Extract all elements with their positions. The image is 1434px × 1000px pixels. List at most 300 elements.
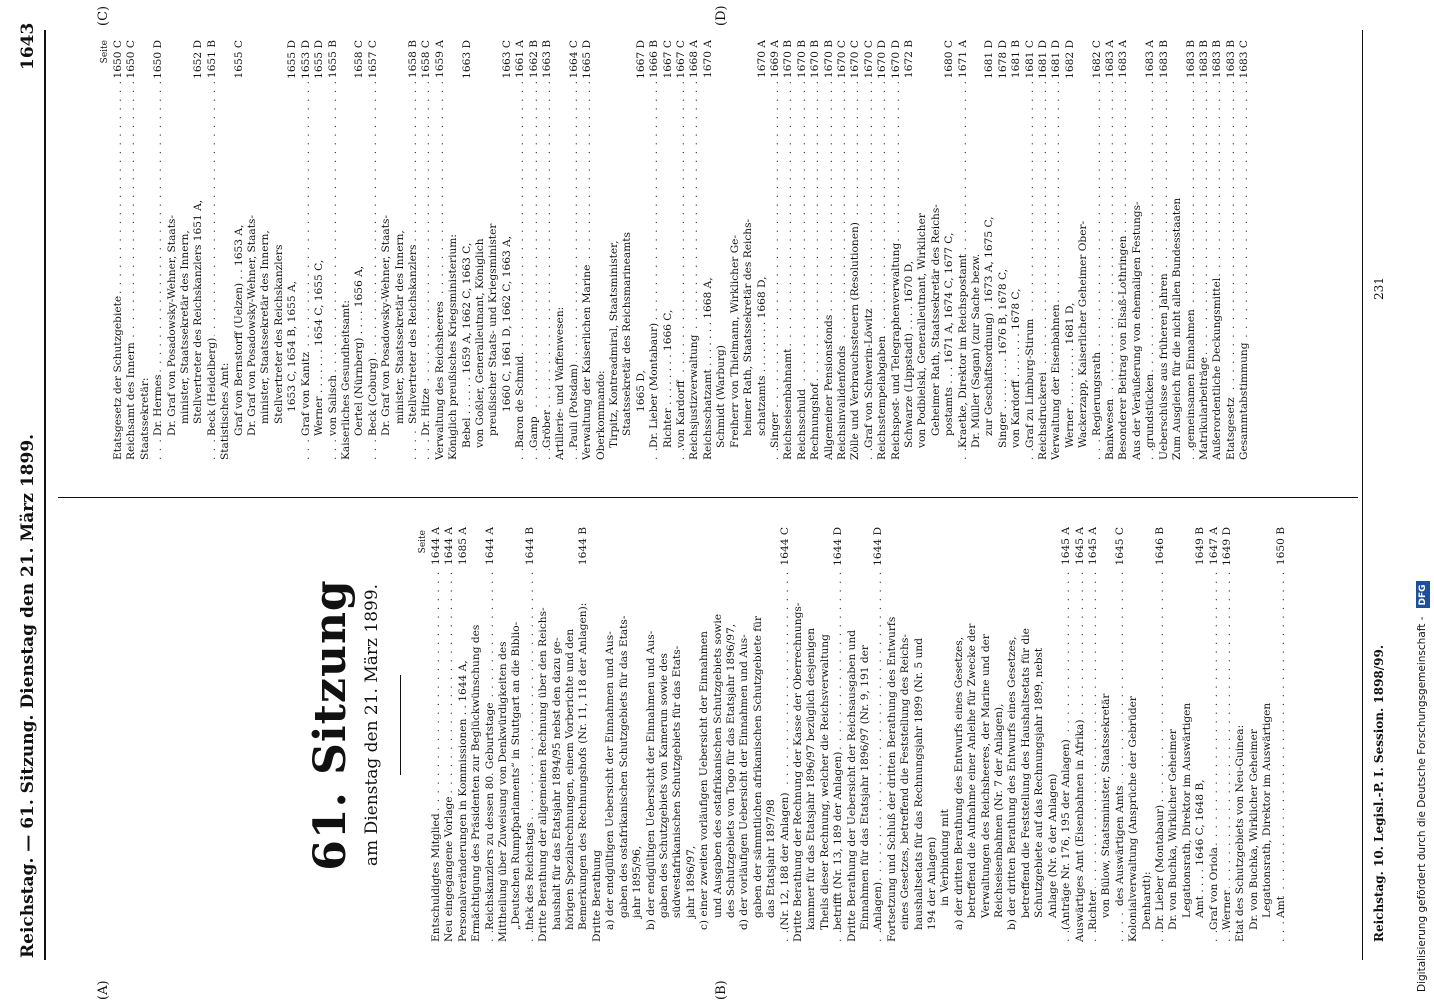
- right-entry-page-ref: 1658 C: [353, 40, 366, 79]
- right-entry: [1010, 40, 1023, 460]
- right-entry-text: Reichseisenbahnamt: [782, 348, 795, 460]
- left-entry-text: c) einer zweiten vorläufigen Uebersicht der Einnahmen: [698, 631, 711, 930]
- left-entry-text: jahr 1896/97,: [684, 845, 697, 918]
- left-entry: [457, 527, 470, 942]
- right-entry: [983, 40, 996, 460]
- right-entry-text: minister, Staatssekretär des Innern,: [259, 230, 272, 424]
- left-entry: [1060, 527, 1073, 942]
- left-entry-text: Dritte Berathung der allgemeinen Rechnung über den Reichs-: [537, 607, 550, 942]
- right-entry-page-ref: 1663 B: [541, 40, 553, 79]
- right-entry-text: Regierungsrath: [1090, 351, 1103, 436]
- left-entry: [712, 527, 725, 942]
- right-entry: [568, 40, 581, 460]
- right-entry-text: Dr. Graf von Posadowsky-Wehner, Staats-: [246, 215, 259, 436]
- margin-mark-b: (B): [714, 980, 729, 1000]
- right-entry: [206, 40, 219, 460]
- right-entry: [876, 40, 889, 460]
- left-entry-text: Reichskanzlers zu dessen 80. Geburtstage: [483, 702, 496, 930]
- sheet-number: 231: [1372, 277, 1386, 300]
- left-entry: [1167, 527, 1180, 942]
- left-entry-text: Ermächtigung des Präsidenten zur Beglückwünschung des: [470, 624, 483, 942]
- right-entry: [514, 40, 527, 460]
- left-entry-text: b) der endgültigen Uebersicht der Einnahmen und Aus-: [644, 630, 657, 930]
- right-entry-text: Verwaltung der Kaiserlichen Marine: [581, 264, 594, 460]
- dfg-logo: DFG: [1416, 581, 1430, 608]
- right-entry-text: Oberkommando:: [594, 370, 607, 460]
- right-entry: [1225, 40, 1238, 460]
- right-entry-page-ref: 1659 A: [433, 40, 446, 78]
- right-entry-text: Singer . . . . . . . . 1676 B, 1678 C,: [996, 268, 1009, 448]
- right-entry-text: minister, Staatssekretär des Innern,: [393, 230, 406, 424]
- left-entry: [510, 527, 523, 942]
- left-entry-page-ref: 1650 B: [1274, 527, 1287, 566]
- right-entry-page-ref: 1664 C: [567, 40, 580, 79]
- left-entry-text: gaben des Schutzgebiets von Kamerun sowie des: [657, 653, 670, 918]
- left-entry-text: Verwaltungen des Reichsheeres, der Marine und der: [979, 634, 992, 918]
- left-entry-text: Legationsrath, Direktor im Auswärtigen: [1180, 702, 1193, 918]
- right-entry-page-ref: 1663 D: [460, 40, 473, 79]
- right-entry: [849, 40, 862, 460]
- right-entry-text: Reichspost- und Telegraphenverwaltung: [889, 242, 902, 460]
- left-entry: [752, 527, 765, 942]
- right-entry-page-ref: 1650 D: [152, 40, 165, 79]
- left-entry: [1100, 527, 1113, 942]
- right-entry-text: zur Geschäftsordnung) . 1673 A, 1675 C,: [983, 216, 996, 436]
- left-entry-text: Anlage (Nr. 6 der Anlagen): [1046, 773, 1059, 918]
- right-entry-text: von Kardorff: [675, 380, 688, 448]
- left-entry-text: Dr. Lieber (Montabaur): [1153, 804, 1166, 930]
- left-entry: [779, 527, 792, 942]
- column-divider: [58, 497, 1358, 498]
- right-entry-page-ref: 1683 A: [1104, 40, 1117, 78]
- right-entry: [313, 40, 326, 460]
- right-entry-text: Staatssekretär des Reichsmarineamts: [621, 232, 634, 436]
- left-entry-text: das Etatsjahr 1897/98: [765, 799, 778, 918]
- left-entry: [1127, 527, 1140, 942]
- right-entry-text: Werner . . . . . . . 1654 C, 1655 C,: [313, 259, 326, 436]
- right-entry-text: Etatsgesetz: [1224, 397, 1237, 460]
- right-entry-page-ref: 1653 D: [299, 40, 312, 79]
- right-entry: [259, 40, 272, 460]
- right-entry-page-ref: 1670 C: [835, 40, 848, 79]
- left-entry: [899, 527, 912, 942]
- right-entry-page-ref: 1650 C: [125, 40, 138, 79]
- left-entry-text: Auswärtiges Amt (Eisenbahnen in Afrika): [1073, 719, 1086, 942]
- left-entry-text: Dritte Berathung: [590, 849, 603, 942]
- left-entry-text: und Ausgaben des ostafrikanischen Schutzgebiets sowie: [711, 613, 724, 918]
- right-entry: [340, 40, 353, 460]
- right-entry-text: Rechnungshof: [809, 383, 822, 460]
- right-entry-text: gemeinsamen Einnahmen: [1184, 309, 1197, 448]
- right-entry-page-ref: 1680 C: [943, 40, 956, 79]
- right-contents-column: [112, 40, 1252, 460]
- left-entry: [886, 527, 899, 942]
- right-entry: [528, 40, 541, 460]
- right-entry: [756, 40, 769, 460]
- right-entry: [487, 40, 500, 460]
- right-entry-page-ref: 1681 D: [1037, 40, 1050, 79]
- right-entry-text: Verwaltung des Reichsheeres: [433, 301, 446, 460]
- right-entry: [1238, 40, 1251, 460]
- left-entry-text: d) der vorläufigen Uebersicht der Einnahmen und Aus-: [738, 634, 751, 930]
- left-entry-text: betreffend die Feststellung des Haushaltsetats für die: [1019, 628, 1032, 918]
- right-entry: [501, 40, 514, 460]
- left-entry-text: des Schutzgebiets von Togo für das Etatsjahr 1896/97,: [724, 623, 737, 918]
- left-entry-text: Fortsetzung und Schluß der dritten Berathung des Entwurfs: [885, 616, 898, 942]
- right-entry-text: Freiherr von Thielmann, Wirklicher Ge-: [728, 234, 741, 448]
- left-entry-text: (Anträge Nr. 176, 195 der Anlagen): [1060, 739, 1073, 930]
- left-entry-text: Mittheilung über Zuweisung von Denkwürdigkeiten des: [497, 641, 510, 942]
- right-entry: [916, 40, 929, 460]
- left-entry-text: in Verbindung mit: [939, 809, 952, 906]
- left-entry: [1261, 527, 1274, 942]
- left-entry: [738, 527, 751, 942]
- right-entry-text: Kraetke, Direktor im Reichspostamt: [956, 253, 969, 448]
- left-entry-text: kammer für das Etatsjahr 1896/97 bezüglich desjenigen: [805, 627, 818, 930]
- right-entry-page-ref: 1655 C: [232, 40, 245, 79]
- left-entry: [1194, 527, 1207, 942]
- right-entry: [1198, 40, 1211, 460]
- left-entry-text: thek des Reichstags: [523, 822, 536, 930]
- left-entry-text: eines Gesetzes, betreffend die Feststellung des Reichs-: [899, 633, 912, 930]
- right-entry-page-ref: 1658 B: [406, 40, 419, 79]
- left-entry: [591, 527, 604, 942]
- right-entry: [1050, 40, 1063, 460]
- right-entry-page-ref: 1683 B: [1224, 40, 1237, 79]
- left-entry-text: gaben der sämmtlichen afrikanischen Schutzgebiete für: [751, 615, 764, 918]
- right-entry-text: von Salisch: [326, 374, 339, 436]
- right-entry: [863, 40, 876, 460]
- right-entry-page-ref: 1683 A: [1117, 40, 1130, 78]
- right-entry-page-ref: 1681 B: [1010, 40, 1023, 79]
- right-entry-page-ref: 1670 B: [782, 40, 795, 79]
- right-entry-text: von Kardorff . . . . . . . 1678 C,: [1010, 288, 1023, 448]
- right-entry-text: Staatssekretär:: [138, 377, 151, 460]
- right-entry: [675, 40, 688, 460]
- footer-session-info: Reichstag. 10. Legisl.-P. I. Session. 1898/99.: [1372, 644, 1386, 942]
- left-entry: [725, 527, 738, 942]
- right-entry-text: Dr. Graf von Posadowsky-Wehner, Staats-: [380, 215, 393, 436]
- right-entry-page-ref: 1671 A: [956, 40, 969, 78]
- left-entry: [1275, 527, 1288, 942]
- right-entry: [1104, 40, 1117, 460]
- right-entry: [420, 40, 433, 460]
- left-entry-text: „Deutschen Rumpfparlaments“ in Stuttgart an die Biblio-: [510, 621, 523, 930]
- right-entry: [407, 40, 420, 460]
- left-entry-text: Amt . . . . 1646 C, 1648 B,: [1194, 779, 1207, 918]
- right-entry-text: Gröber: [541, 409, 553, 448]
- left-entry: [1154, 527, 1167, 942]
- right-entry: [688, 40, 701, 460]
- left-entry: [926, 527, 939, 942]
- right-entry-text: Allgemeiner Pensionsfonds: [822, 314, 835, 460]
- right-entry: [233, 40, 246, 460]
- right-entry-text: Reichsdruckerei: [1037, 372, 1050, 460]
- right-entry-text: Dr. Hitze: [420, 388, 433, 436]
- left-entry: [859, 527, 872, 942]
- right-entry-page-ref: 1670 A: [701, 40, 714, 78]
- right-entry-text: schatzamts . . . . . . . . 1668 D,: [755, 276, 768, 436]
- left-entry-text: Theils dieser Rechnung, welcher die Reichsverwaltung: [818, 634, 831, 930]
- right-entry-text: Graf zu Limburg-Stirum: [1023, 318, 1036, 448]
- right-entry-text: Stellvertreter des Reichskanzlers: [272, 244, 285, 424]
- right-entry: [125, 40, 138, 460]
- right-entry-text: von Podbielski, Generalleutnant, Wirklicher: [916, 213, 929, 448]
- right-entry: [1158, 40, 1171, 460]
- right-entry-page-ref: 1666 B: [648, 40, 661, 79]
- right-entry-page-ref: 1650 C: [112, 40, 124, 79]
- right-entry-text: Stellvertreter des Reichskanzlers: [406, 244, 419, 424]
- right-entry-text: Bebel . . . . . . 1659 A, 1662 C, 1663 C,: [460, 242, 473, 448]
- right-entry-text: Graf von Schwerin-Löwitz: [862, 308, 875, 448]
- left-entry: [430, 527, 443, 942]
- right-entry-text: Graf von Bernstorff (Uelzen) . . 1653 A,: [232, 224, 245, 436]
- right-entry-page-ref: 1668 A: [688, 40, 701, 78]
- left-entry-text: a) der endgültigen Uebersicht der Einnahmen und Aus-: [604, 631, 617, 930]
- left-entry: [470, 527, 483, 942]
- left-entry: [497, 527, 510, 942]
- right-entry-text: Ueberschüsse aus früheren Jahren: [1157, 273, 1170, 460]
- right-entry: [957, 40, 970, 460]
- right-entry-text: Richter . . . . . . . . 1666 C,: [661, 309, 674, 448]
- left-entry-page-ref: 1644 A: [430, 527, 442, 565]
- left-entry: [658, 527, 671, 942]
- right-entry: [112, 40, 125, 460]
- left-entry: [645, 527, 658, 942]
- left-entry: [551, 527, 564, 942]
- right-entry-page-ref: 1658 C: [420, 40, 433, 79]
- right-entry-text: Graf von Kanitz: [299, 352, 312, 436]
- left-entry: [685, 527, 698, 942]
- right-entry: [943, 40, 956, 460]
- left-entry: [939, 527, 952, 942]
- left-entry-page-ref: 1646 B: [1153, 527, 1166, 566]
- left-entry-page-ref: 1647 A: [1207, 527, 1220, 565]
- title-rule: [400, 675, 401, 775]
- right-entry-page-ref: 1670 D: [876, 40, 889, 79]
- right-entry-text: von Goßler, Generalleutnant, Königlich: [473, 238, 486, 448]
- left-entry: [1033, 527, 1046, 942]
- right-entry: [997, 40, 1010, 460]
- right-entry-text: Außerordentliche Deckungsmittel: [1211, 277, 1224, 460]
- left-entry-text: (Nr. 12, 188 der Anlagen): [778, 792, 791, 930]
- right-entry: [179, 40, 192, 460]
- right-entry-page-ref: 1681 D: [983, 40, 996, 79]
- right-entry-page-ref: 1682 D: [1063, 40, 1076, 79]
- left-entry: [872, 527, 885, 942]
- left-entry: [832, 527, 845, 942]
- left-entry: [1181, 527, 1194, 942]
- right-entry-text: Gesammtabstimmung: [1238, 342, 1251, 460]
- left-entry-page-ref: 1649 B: [1194, 527, 1207, 566]
- right-entry: [139, 40, 152, 460]
- left-entry-text: haushaltsetats für das Rechnungsjahr 1899 (Nr. 5 und: [912, 637, 925, 930]
- seite-label-right: Seite: [100, 40, 110, 64]
- right-entry-page-ref: 1663 C: [500, 40, 513, 79]
- right-entry-page-ref: 1670 C: [849, 40, 862, 79]
- page-number: 1643: [18, 22, 38, 70]
- right-entry-text: Statistisches Amt:: [219, 362, 232, 460]
- left-entry-text: Kolonialverwaltung (Ansprüche der Gebrüder: [1127, 696, 1140, 942]
- right-entry-page-ref: 1672 B: [902, 40, 915, 79]
- left-entry: [604, 527, 617, 942]
- left-entry: [1074, 527, 1087, 942]
- left-entry: [537, 527, 550, 942]
- right-entry-text: Matrikularbeiträge: [1197, 356, 1210, 460]
- right-entry: [286, 40, 299, 460]
- session-title: 61. Sitzung: [305, 579, 356, 871]
- footer-rule: [1362, 30, 1363, 960]
- right-entry-text: Reichsinvalidenfonds: [835, 345, 848, 460]
- right-entry-text: 1660 C, 1661 D, 1662 C, 1663 A,: [500, 235, 513, 412]
- right-entry-page-ref: 1670 D: [889, 40, 902, 79]
- left-entry-text: Bemerkungen des Rechnungshofs (Nr. 11, 118 der Anlagen):: [577, 602, 590, 930]
- right-entry-text: Gamp: [527, 416, 540, 448]
- right-entry-page-ref: 1682 C: [1090, 40, 1103, 79]
- right-entry-text: Zum Ausgleich für die nicht allen Bundesstaaten: [1171, 197, 1184, 460]
- left-entry: [1221, 527, 1234, 942]
- left-entry-text: Personalveränderungen in Kommissionen . . 1644 A,: [456, 660, 469, 942]
- right-entry-page-ref: 1661 A: [514, 40, 527, 78]
- left-entry-page-ref: 1645 C: [1113, 527, 1126, 566]
- right-entry-page-ref: 1670 C: [862, 40, 875, 79]
- right-entry: [1091, 40, 1104, 460]
- left-entry-page-ref: 1644 B: [577, 527, 590, 566]
- right-entry-page-ref: 1681 D: [1050, 40, 1063, 79]
- left-entry-text: Werner: [1220, 890, 1233, 930]
- right-entry: [662, 40, 675, 460]
- left-entry: [1087, 527, 1100, 942]
- right-entry: [648, 40, 661, 460]
- left-entry: [993, 527, 1006, 942]
- right-entry-text: Geheimer Rath, Staatssekretär des Reichs-: [929, 204, 942, 436]
- right-entry-page-ref: 1665 D: [581, 40, 594, 79]
- left-entry: [524, 527, 537, 942]
- right-entry: [595, 40, 608, 460]
- left-entry: [671, 527, 684, 942]
- left-entry: [443, 527, 456, 942]
- left-entry-page-ref: 1644 A: [443, 527, 456, 565]
- right-entry: [836, 40, 849, 460]
- right-entry-text: Königlich preußisches Kriegsministerium:: [447, 234, 460, 460]
- right-entry: [246, 40, 259, 460]
- right-entry: [367, 40, 380, 460]
- left-entry-text: Dritte Berathung der Rechnung der Kasse der Oberrechnungs-: [791, 602, 804, 942]
- right-entry-text: Reichsschatzamt . . . . . . . 1668 A,: [701, 277, 714, 460]
- left-entry: [618, 527, 631, 942]
- left-entry-page-ref: 1644 A: [483, 527, 496, 565]
- right-entry: [903, 40, 916, 460]
- left-entry: [1141, 527, 1154, 942]
- right-entry-text: Zölle und Verbrauchssteuern (Resolutionen): [849, 222, 862, 460]
- left-entry-text: von Bülow, Staatsminister, Staatssekretär: [1100, 693, 1113, 918]
- right-entry: [447, 40, 460, 460]
- right-entry-page-ref: 1683 B: [1211, 40, 1224, 79]
- right-entry-text: Werner . . . . . . . . . 1681 D,: [1063, 302, 1076, 448]
- left-entry-page-ref: 1644 B: [523, 527, 536, 566]
- right-entry-page-ref: 1655 D: [286, 40, 299, 79]
- right-entry-text: Etatsgesetz der Schutzgebiete: [112, 295, 124, 460]
- right-entry: [635, 40, 648, 460]
- right-entry-page-ref: 1670 B: [809, 40, 822, 79]
- right-entry-page-ref: 1655 D: [313, 40, 326, 79]
- left-entry-text: Einnahmen für das Etatsjahr 1896/97 (Nr. 9, 191 der: [859, 645, 871, 930]
- left-entry: [765, 527, 778, 942]
- right-entry: [1064, 40, 1077, 460]
- right-entry: [581, 40, 594, 460]
- right-entry-page-ref: 1655 B: [326, 40, 339, 79]
- right-entry: [1024, 40, 1037, 460]
- left-entry-page-ref: 1645 A: [1086, 527, 1099, 565]
- left-entry-page-ref: 1645 A: [1060, 527, 1073, 565]
- left-entry: [577, 527, 590, 942]
- right-entry-text: Dr. Hermes: [152, 374, 165, 436]
- left-entry-text: des Auswärtigen Amts: [1113, 785, 1126, 906]
- session-date: am Dienstag den 21. März 1899.: [362, 583, 382, 867]
- right-entry: [394, 40, 407, 460]
- right-entry: [1211, 40, 1224, 460]
- right-entry: [1144, 40, 1157, 460]
- left-entry: [846, 527, 859, 942]
- right-entry-page-ref: 1681 C: [1023, 40, 1036, 79]
- left-entry: [1248, 527, 1261, 942]
- left-entry-text: südwestafrikanischen Schutzgebiets für das Etats-: [671, 645, 684, 918]
- right-entry: [152, 40, 165, 460]
- right-entry-text: Kaiserliches Gesundheitsamt:: [339, 300, 352, 460]
- right-entry-page-ref: 1683 A: [1144, 40, 1157, 78]
- right-entry: [353, 40, 366, 460]
- right-entry-text: Reichsstempelabgaben: [876, 335, 889, 460]
- right-entry-text: Dr. Graf von Posadowsky-Wehner, Staats-: [165, 215, 178, 436]
- left-entry-text: Dritte Berathung der Uebersicht der Reichsausgaben und: [845, 629, 858, 942]
- left-entry-text: Schutzgebiete auf das Rechnungsjahr 1899, nebst: [1033, 647, 1046, 918]
- left-entry: [805, 527, 818, 942]
- right-entry-text: grundstücken: [1144, 373, 1157, 448]
- right-entry-text: Schmidt (Warburg): [715, 345, 728, 448]
- right-entry-page-ref: 1670 B: [795, 40, 808, 79]
- right-entry: [796, 40, 809, 460]
- left-entry-text: Denhardt):: [1140, 871, 1153, 930]
- right-entry: [729, 40, 742, 460]
- header-rule: [44, 30, 46, 960]
- margin-mark-d: (D): [714, 5, 729, 26]
- left-entry-text: betreffend die Aufnahme einer Anleihe für Zwecke der: [966, 623, 979, 918]
- right-entry: [192, 40, 205, 460]
- right-entry-text: 1653 C, 1654 B, 1655 A,: [286, 281, 299, 412]
- right-entry-text: Tirpitz, Kontreadmiral, Staatsminister,: [608, 240, 621, 448]
- left-entry-text: hörigen Spezialrechnungen, einem Vorberichte und den: [564, 628, 577, 930]
- right-entry-page-ref: 1670 A: [755, 40, 768, 78]
- left-entry-text: jahr 1895/96,: [631, 845, 644, 918]
- right-entry-text: Baron de Schmid: [514, 355, 527, 448]
- right-entry-text: Dr. Lieber (Montabaur): [648, 322, 661, 448]
- left-entry-text: betrifft (Nr. 13, 189 der Anlagen): [832, 751, 845, 930]
- digitization-credit-sidebar: [1412, 8, 1432, 992]
- left-entry-text: Neu eingegangene Vorlage: [443, 796, 456, 942]
- left-entry: [1047, 527, 1060, 942]
- left-entry: [698, 527, 711, 942]
- right-entry: [434, 40, 447, 460]
- left-entry: [1234, 527, 1247, 942]
- left-entry-text: Dr. von Buchka, Wirklicher Geheimer: [1247, 729, 1260, 930]
- right-entry: [1171, 40, 1184, 460]
- left-entry-text: b) der dritten Berathung des Entwurfs eines Gesetzes,: [1006, 636, 1019, 930]
- left-entry-page-ref: 1644 D: [872, 527, 885, 566]
- left-entry-page-ref: 1645 A: [1073, 527, 1086, 565]
- left-entry-text: Anlagen): [872, 881, 885, 930]
- left-entry-page-ref: 1685 A: [456, 527, 469, 565]
- right-entry: [930, 40, 943, 460]
